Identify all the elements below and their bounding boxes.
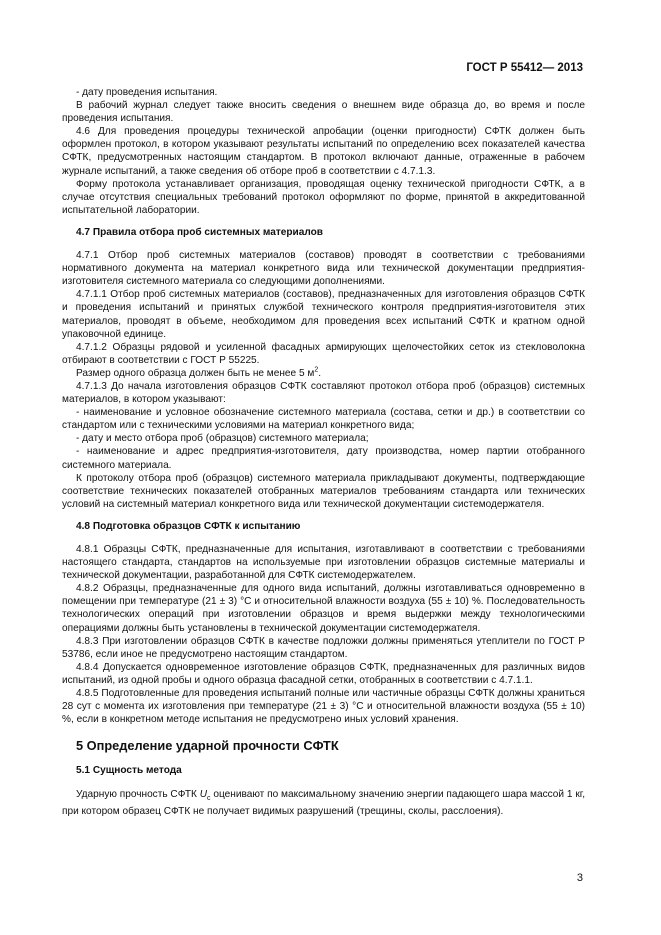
paragraph: 4.7.1.3 До начала изготовления образцов СФТК составляют протокол отбора проб (образцов) системных материалов, в котором указывают: [62,380,585,406]
paragraph: - дату и место отбора проб (образцов) системного материала; [76,433,369,445]
subsection-heading-5-1: 5.1 Сущность метода [76,765,182,777]
symbol-subscript: c [207,794,211,802]
paragraph: 4.6 Для проведения процедуры технической апробации (оценки пригодности) СФТК должен быть оформлен протокол, в котором указывают результаты испытаний по определению всех показателей качества СФТК, предусмотренных настоящим стандартом. В протокол включают данные, отраженные в рабочем журнале испытаний, а также сведения об отборе проб в соответствии с 4.7.1.3. [62,126,585,177]
paragraph: 4.7.1.2 Образцы рядовой и усиленной фасадных армирующих щелочестойких сеток из стекловолокна отбирают в соответствии с ГОСТ Р 55225. [62,341,585,366]
paragraph: - наименование и условное обозначение системного материала (состава, сетки и др.) в соответствии со стандартом или с техническими условиями на материал конкретного вида; [62,407,585,432]
text-after-symbol: оценивают по максимальному значению энергии падающего шара массой 1 кг, при котором образец СФТК не получает видимых разрушений (трещины, сколы, расслоения). [62,788,586,817]
text-before-symbol: Ударную прочность СФТК [76,788,200,800]
sample-size-text: Размер одного образца должен быть не менее 5 м [76,367,315,379]
paragraph: - дату проведения испытания. [76,87,218,98]
paragraph: 4.7.1.1 Отбор проб системных материалов (составов), предназначенных для изготовления образцов СФТК и проведения испытаний и принятых службой технического контроля предприятия-изготовителя этих материалов, проводят в объеме, необходимом для проведения всех испытаний СФТК и кратном одной упаковочной единице. [62,289,585,340]
paragraph-impact-strength [62,788,585,818]
section-heading-4-8: 4.8 Подготовка образцов СФТК к испытанию [76,520,301,532]
paragraph: Форму протокола устанавливает организация, проводящая оценку технической пригодности СФТК, а в случае отсутствия специальных требований протокол оформляют по форме, принятой в аккредитованной испытательной лаборатории. [62,178,585,216]
superscript: 2 [314,366,319,374]
sample-size-end: . [318,367,322,379]
paragraph: 4.8.2 Образцы, предназначенные для одного вида испытаний, должны изготавливаться одновременно в помещении при температуре (21 ± 3) °С и относительной влажности воздуха (55 ± 10) %. Последовательность технологических операций при изготовлении образцов и время выдержки между технологическими операциями должны быть установлены в технической документации системодержателя. [62,583,585,634]
document-body [62,86,585,818]
paragraph: 4.8.1 Образцы СФТК, предназначенные для испытания, изготавливают в соответствии с требованиями настоящего стандарта, стандартов на используемые при изготовлении образцов системные материалы и технической документации, разработанной для СФТК системодержателем. [62,544,585,582]
section-heading-4-7: 4.7 Правила отбора проб системных материалов [76,226,324,238]
document-code-header: ГОСТ Р 55412— 2013 [466,62,583,74]
paragraph: 4.8.3 При изготовлении образцов СФТК в качестве подложки должны применяться утеплители по ГОСТ Р 53786, если иное не предусмотрено настоящим стандартом. [62,635,585,660]
paragraph: 4.8.4 Допускается одновременное изготовление образцов СФТК, предназначенных для различных видов испытаний, из одной пробы и одного образца фасадной сетки, отобранных в соответствии с 4.7.1.1. [62,661,585,686]
page-number: 3 [576,872,583,884]
paragraph: 4.7.1 Отбор проб системных материалов (составов) проводят в соответствии с требованиями нормативного документа на материал конкретного вида или технической документации предприятия-изготовителя системного материала со следующими дополнениями. [62,250,585,288]
paragraph: В рабочий журнал следует также вносить сведения о внешнем виде образца до, во время и после проведения испытания. [62,100,585,125]
paragraph-sample-size [62,367,585,380]
paragraph: К протоколу отбора проб (образцов) системного материала прикладывают документы, подтверждающие соответствие технических показателей отобранных материалов требованиям стандарта или технических условий на системный материал конкретного вида или технической документации системодержателя. [62,472,585,510]
paragraph: 4.8.5 Подготовленные для проведения испытаний полные или частичные образцы СФТК должны храниться 28 сут с момента их изготовления при температуре (21 ± 3) °С и относительной влажности воздуха (55 ± 10) %, если в конкретном методе испытания не предусмотрено иных условий хранения. [62,688,585,726]
paragraph: - наименование и адрес предприятия-изготовителя, дату производства, номер партии отобранного системного материала. [62,446,585,471]
symbol-u: U [199,788,208,800]
section-heading-5: 5 Определение ударной прочности СФТК [76,738,339,754]
